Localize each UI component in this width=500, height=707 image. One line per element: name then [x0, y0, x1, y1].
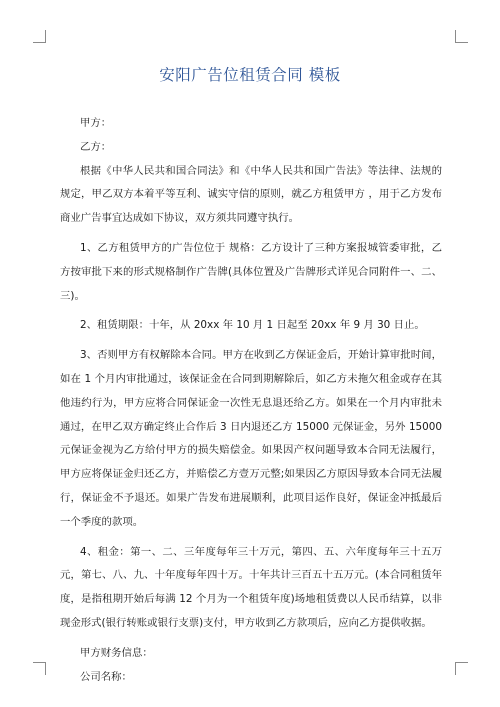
- finance-info-line: 甲方财务信息：: [80, 646, 153, 659]
- document-body: [60, 112, 442, 689]
- crop-mark-top-left: [33, 30, 46, 43]
- clause-4: 4、租金：第一、二、三年度每年三十万元，第四、五、六年度每年三十五万元，第七、八、九、十年度每年四十万。十年共计三百五十五万元。(本合同租赁年度，是指租期开始后每满 12 个月为一个租赁年度)场地租赁费以人民币结算，以非现金形式(银行转账或银行支票)支付，甲方收到乙方款项后，应向乙方提供收据。: [60, 545, 442, 629]
- intro-paragraph: 根据《中华人民共和国合同法》和《中华人民共和国广告法》等法律、法规的规定，甲乙双方本着平等互利、诚实守信的原则，就乙方租赁甲方 ，用于乙方发布商业广告事宜达成如下协议，双方须共同遵守执行。: [60, 164, 442, 225]
- party-b-line: 乙方：: [80, 140, 112, 153]
- crop-mark-bottom-left: [33, 662, 46, 675]
- party-a-line: 甲方：: [80, 117, 112, 129]
- clause-3: 3、否则甲方有权解除本合同。甲方在收到乙方保证金后，开始计算审批时间，如在 1 个月内审批通过，该保证金在合同到期解除后，如乙方未拖欠租金或存在其他违约行为，甲方应将合同保证金一次性无息退还给乙方。如果在一个月内审批未通过，在甲乙双方确定终止合作后 3 日内退还乙方 15000 元保证金，另外 15000 元保证金视为乙方给付甲方的损失赔偿金。如果因产权问题导致本合同无法履行，甲方应将保证金归还乙方，并赔偿乙方壹万元整;如果因乙方原因导致本合同无法履行，保证金不予退还。如果广告发布进展顺利，此项目运作良好，保证金冲抵最后一个季度的款项。: [60, 349, 442, 528]
- document-title: 安阳广告位租赁合同 模板: [159, 66, 341, 84]
- company-name-line: 公司名称：: [80, 670, 132, 683]
- crop-mark-top-right: [455, 30, 468, 43]
- crop-mark-bottom-right: [455, 662, 468, 675]
- clause-1: 1、乙方租赁甲方的广告位位于 规格：乙方设计了三种方案报城管委审批，乙方按审批下来的形式规格制作广告牌(具体位置及广告牌形式详见合同附件一、二、三)。: [60, 241, 442, 302]
- clause-2: 2、租赁期限：十年，从 20xx 年 10 月 1 日起至 20xx 年 9 月 30 日止。: [80, 319, 425, 332]
